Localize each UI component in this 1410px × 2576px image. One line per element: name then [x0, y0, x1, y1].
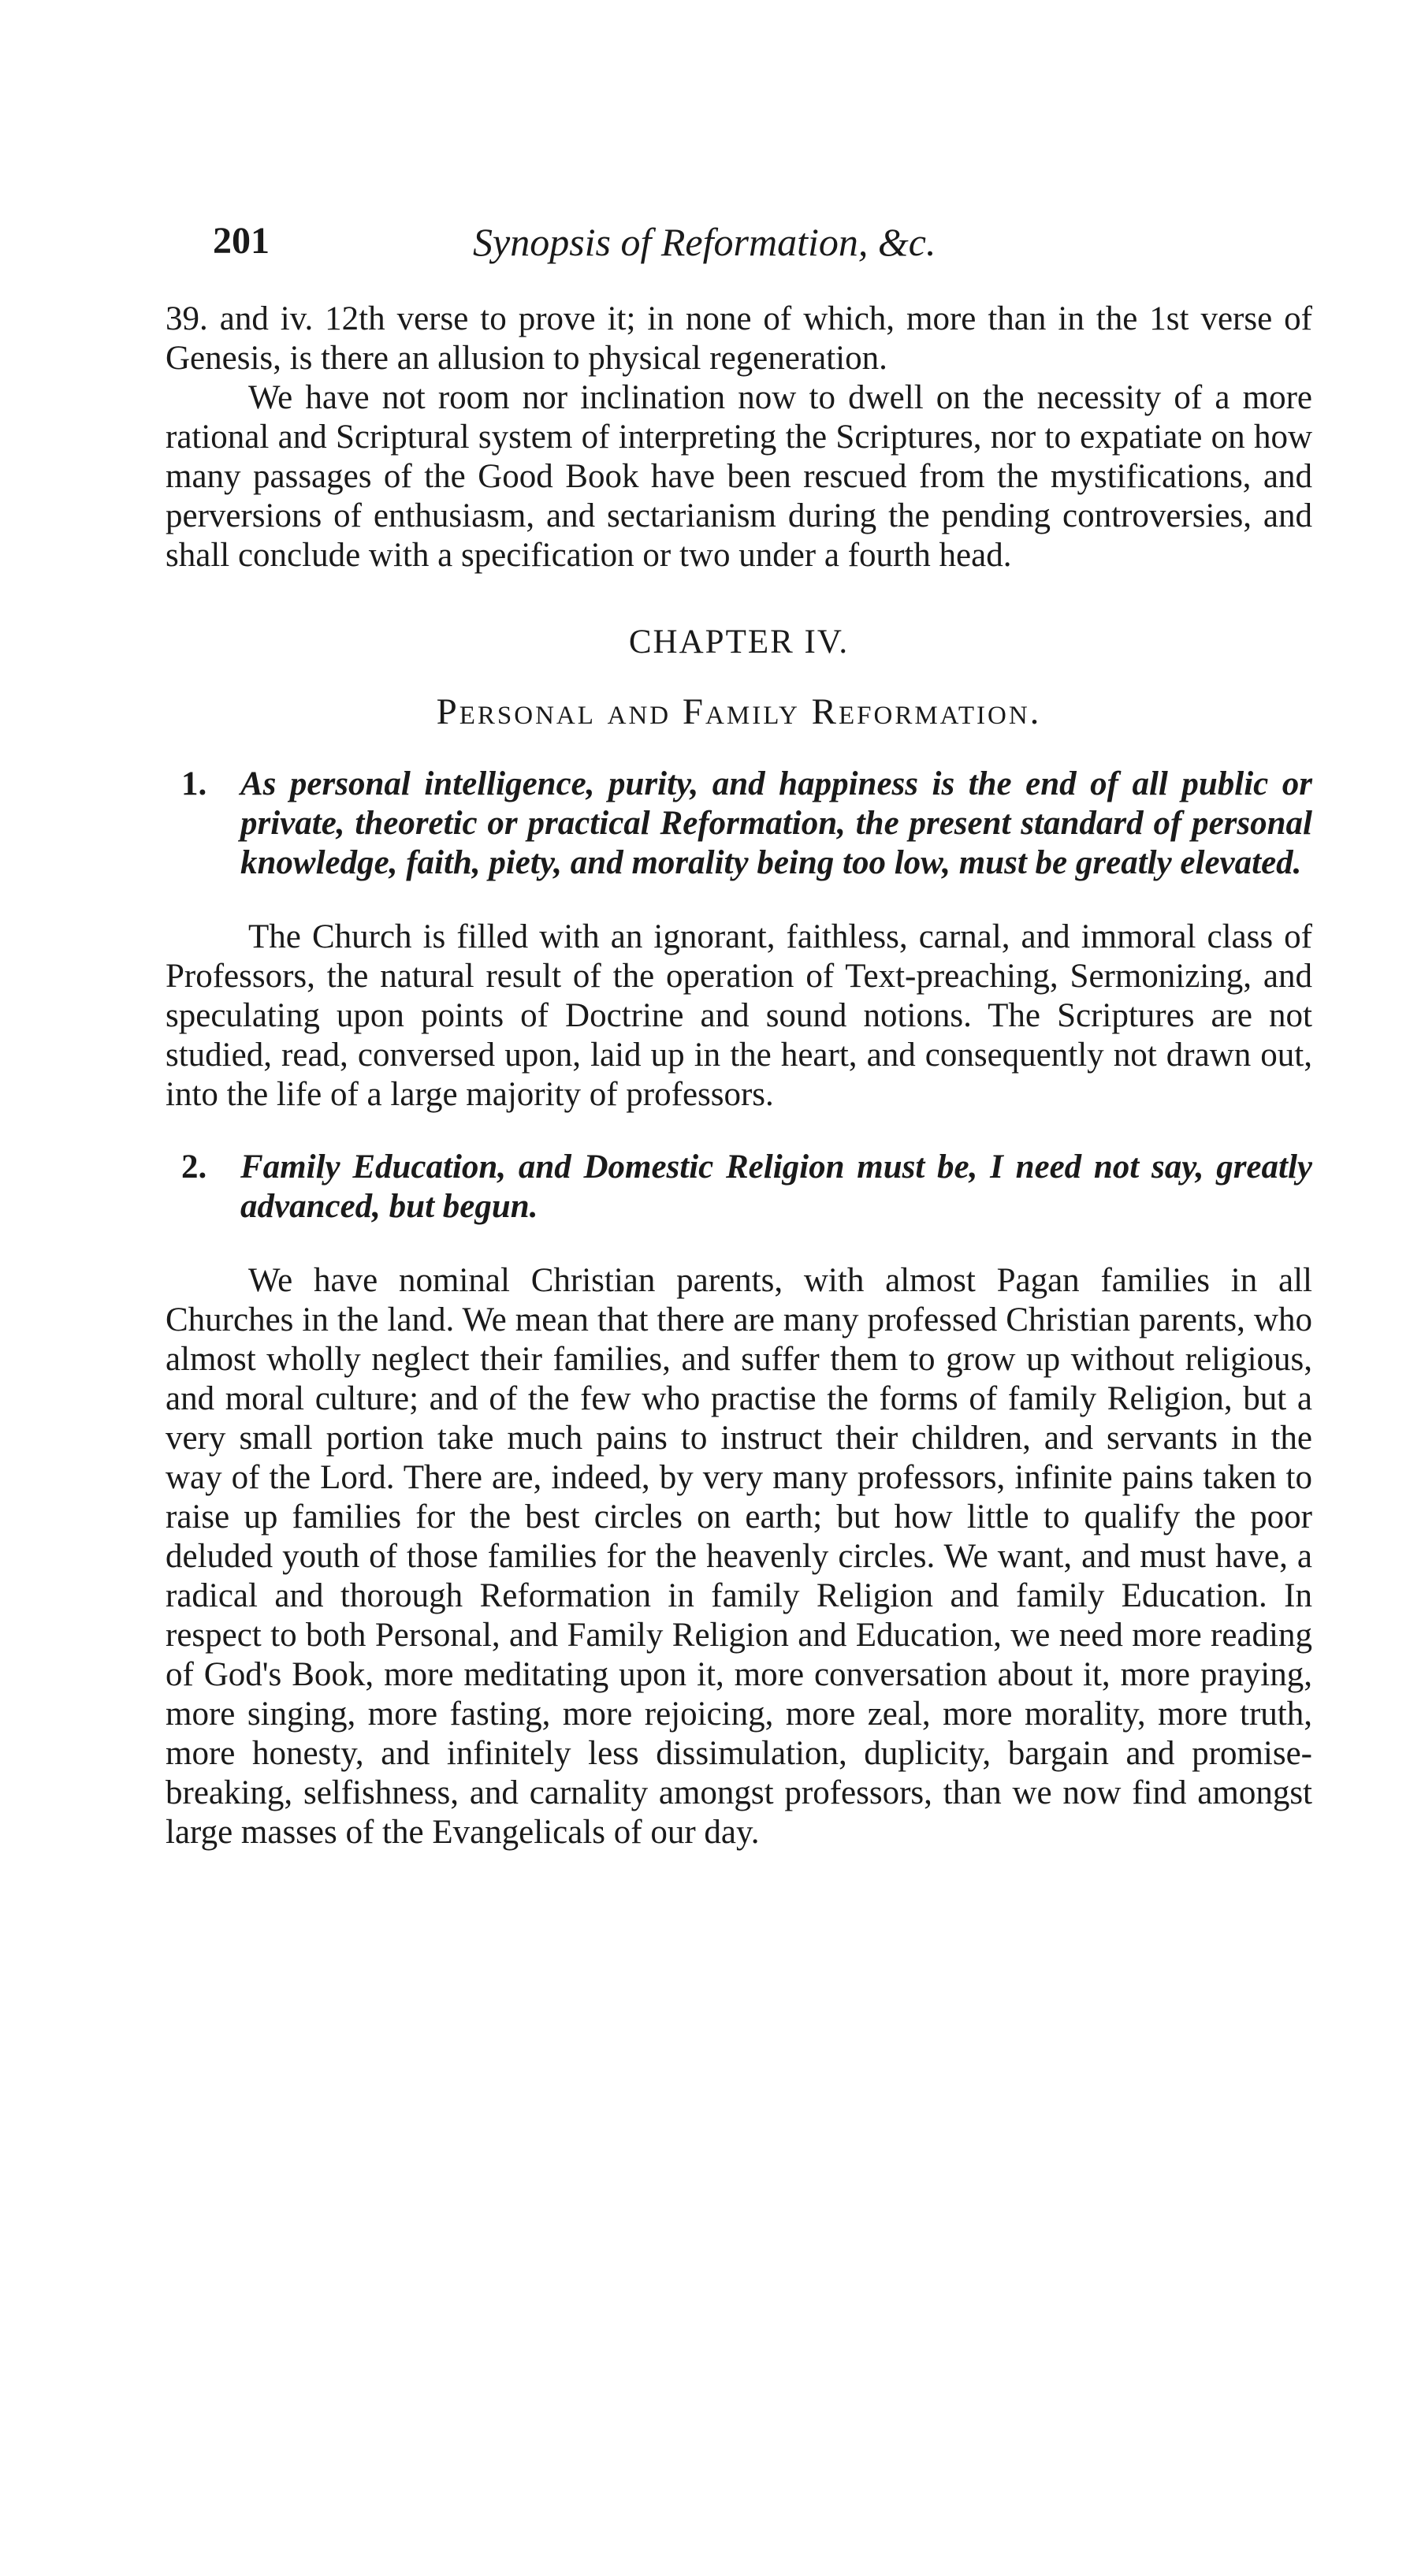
chapter-heading: CHAPTER IV.	[628, 624, 850, 661]
paragraph-family: We have nominal Christian parents, with almost Pagan families in all Churches in the land. We mean that there are many professed Christian parents, who almost wholly neglect their families, and suffer them to grow up without religious, and moral culture; and of the few who practise the forms of family Religion, but a very small portion take much pains to instruct their children, and servants in the way of the Lord. There are, indeed, by very many professors, infinite pains taken to raise up families for the best circles on earth; but how little to qualify the poor deluded youth of those families for the heavenly circles. We want, and must have, a radical and thorough Reformation in family Religion and family Education. In respect to both Personal, and Family Religion and Education, we need more reading of God's Book, more meditating upon it, more conversation about it, more praying, more singing, more fasting, more rejoicing, more zeal, more morality, more truth, more honesty, and infinitely less dissimulation, duplicity, bargain and promise-breaking, selfishness, and carnality amongst professors, than we now find amongst large masses of the Evangelicals of our day.	[166, 1262, 1312, 1851]
paragraph-church: The Church is filled with an ignorant, faithless, carnal, and immoral class of Professors, the natural result of the operation of Text-preaching, Sermonizing, and speculating upon points of Doctrine and sound notions. The Scriptures are not studied, read, conversed upon, laid up in the heart, and consequently not drawn out, into the life of a large majority of professors.	[166, 918, 1312, 1113]
proposition-1	[166, 765, 1312, 883]
chapter-title: Personal and Family Reformation.	[436, 691, 1042, 732]
proposition-number: 2.	[181, 1148, 207, 1186]
proposition-text: Family Education, and Domestic Religion must be, I need not say, greatly advanced, but begun.	[240, 1148, 1312, 1225]
proposition-text: As personal intelligence, purity, and happiness is the end of all public or private, theoretic or practical Reformation, the present standard of personal knowledge, faith, piety, and morality being too low, must be greatly elevated.	[240, 765, 1312, 881]
running-title: Synopsis of Reformation, &c.	[473, 220, 936, 264]
proposition-number: 1.	[181, 765, 207, 802]
proposition-2	[166, 1148, 1312, 1227]
paragraph-interpretation: We have not room nor inclination now to dwell on the necessity of a more rational and Scriptural system of interpreting the Scriptures, nor to expatiate on how many passages of the Good Book have been rescued from the mystifications, and perversions of enthusiasm, and sectarianism during the pending controversies, and shall conclude with a specification or two under a fourth head.	[166, 379, 1312, 574]
page-number: 201	[213, 220, 270, 262]
page-body	[166, 300, 1312, 1852]
opening-paragraph: 39. and iv. 12th verse to prove it; in none of which, more than in the 1st verse of Genesis, is there an allusion to physical regeneration.	[166, 300, 1312, 377]
page-header	[213, 219, 1332, 274]
